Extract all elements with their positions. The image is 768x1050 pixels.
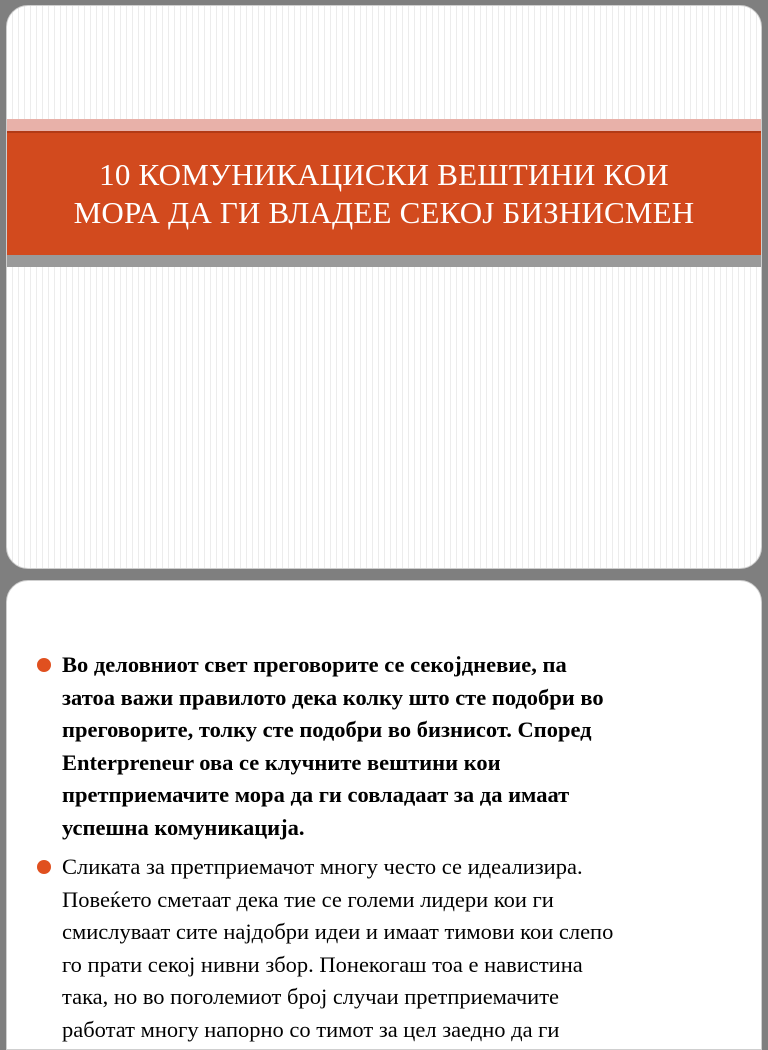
bullet-text-line: Во деловниот свет преговорите се секојдневие, па [62, 652, 567, 677]
bullet-text-line: го прати секој нивни збор. Понекогаш тоа е навистина [62, 951, 583, 977]
bullet-text-line: така, но во поголемиот број случаи претприемачите [62, 984, 560, 1009]
bullet-text-line: затоа важи правилото дека колку што сте подобри во [62, 684, 604, 710]
slide-title-line: МОРА ДА ГИ ВЛАДЕЕ СЕКОЈ БИЗНИСМЕН [73, 195, 695, 230]
title-accent-band-top [7, 119, 761, 131]
bullet-text-line: работат многу напорно со тимот за цел заедно да ги [62, 1016, 560, 1042]
bullet-text-line: преговорите, толку сте подобри во бизнисот. Според [62, 717, 592, 742]
bullet-list [37, 649, 737, 1050]
bullet-dot-icon [37, 658, 51, 672]
title-accent-band-bottom [7, 255, 761, 267]
bullet-item [37, 649, 737, 844]
bullet-text-line: успешна комуникација. [62, 814, 305, 840]
slide-title [74, 156, 695, 232]
bullet-text-line: смислуваат сите најдобри идеи и имаат тимови кои слепо [62, 919, 614, 944]
bullet-text-line: Повеќето сметаат дека тие се големи лидери кои ги [62, 886, 554, 912]
bullet-text-line: претприемачите мора да ги совладаат за да имаат [62, 782, 570, 807]
title-slide [6, 5, 762, 569]
bullet-dot-icon [37, 860, 51, 874]
bullet-text-line: Enterpreneur ова се клучните вештини кои [62, 749, 501, 775]
slide-title-line: 10 КОМУНИКАЦИСКИ ВЕШТИНИ КОИ [99, 157, 669, 192]
bullet-text-line: Сликата за претприемачот многу често се идеализира. [62, 854, 583, 879]
content-slide [6, 580, 762, 1050]
bullet-item [37, 851, 737, 1046]
title-band [7, 131, 761, 255]
